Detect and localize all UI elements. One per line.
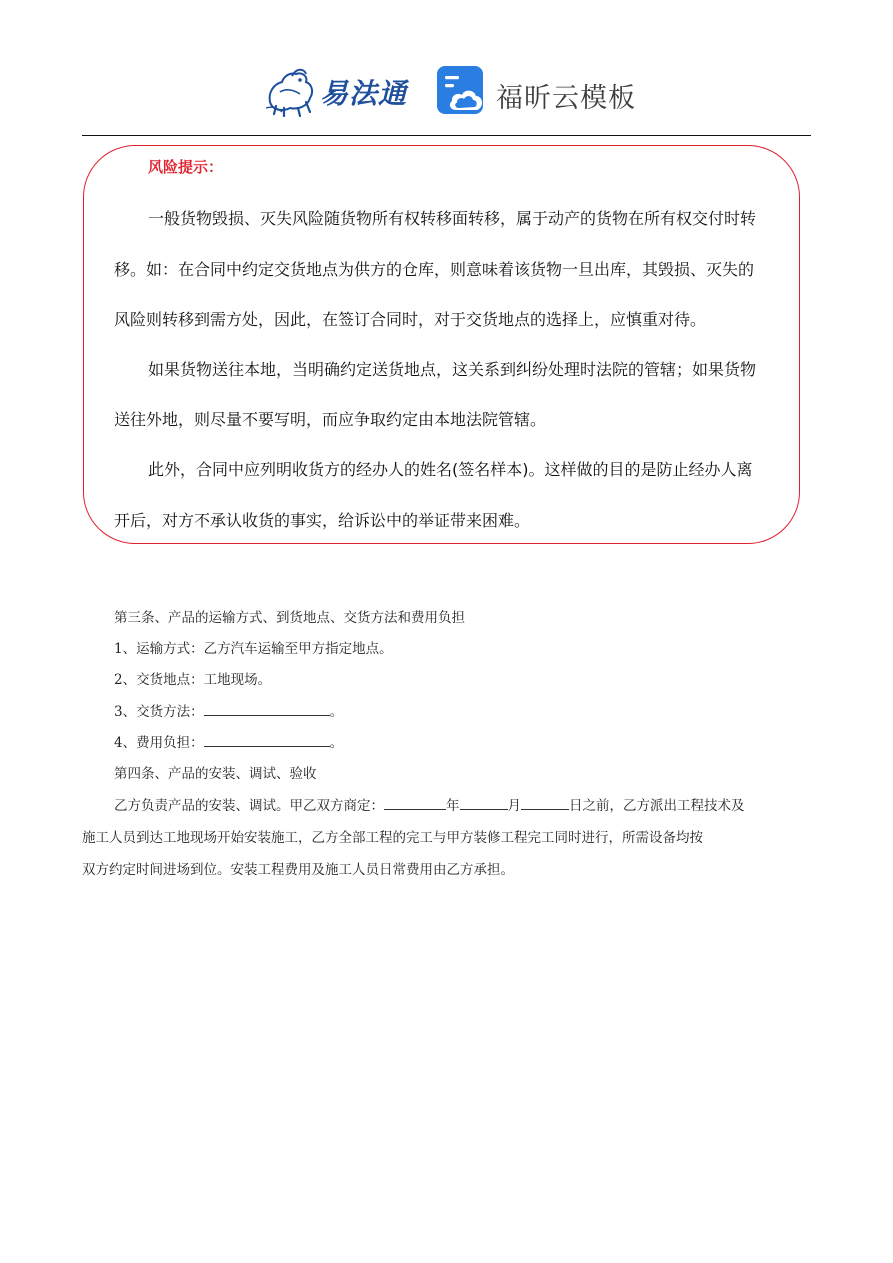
fuxin-logo-text: 福昕云模板 [496,83,636,114]
risk-notice-title: 风险提示： [148,158,224,176]
article-4-title: 第四条、产品的安装、调试、验收 [114,766,317,782]
article-3-item-4 [114,731,343,751]
header-divider [82,135,811,136]
risk-paragraph-1-line-2: 移。如：在合同中约定交货地点为供方的仓库，则意味着该货物一旦出库，其毁损、灭失的 [114,260,755,279]
month-label: 月 [507,798,521,814]
article-3-title: 第三条、产品的运输方式、到货地点、交货方法和费用负担 [114,610,465,626]
day-blank[interactable] [521,797,569,810]
article-3-item-3 [114,700,343,720]
doc-cloud-icon [436,64,490,118]
risk-paragraph-2-line-1: 如果货物送往本地，当明确约定送货地点，这关系到纠纷处理时法院的管辖；如果货物 [148,360,757,379]
risk-paragraph-3-line-1: 此外，合同中应列明收货方的经办人的姓名(签名样本)。这样做的目的是防止经办人离 [148,460,753,479]
article-3-item-1: 1、运输方式：乙方汽车运输至甲方指定地点。 [114,641,393,657]
yifatong-logo [262,62,412,118]
cost-bearing-blank[interactable] [204,734,330,747]
risk-paragraph-2-line-2: 送往外地，则尽量不要写明，而应争取约定由本地法院管辖。 [114,410,547,429]
article-4-line-2: 施工人员到达工地现场开始安装施工，乙方全部工程的完工与甲方装修工程完工同时进行，所需设备均按 [82,830,703,846]
delivery-method-label: 3、交货方法： [114,704,204,720]
article-4-text-a: 乙方负责产品的安装、调试。甲乙双方商定： [114,798,384,814]
yifatong-logo-text: 易法通 [320,77,408,110]
risk-paragraph-1-line-1: 一般货物毁损、灭失风险随货物所有权转移面转移，属于动产的货物在所有权交付时转 [148,209,757,228]
article-3-item-2: 2、交货地点：工地现场。 [114,672,272,688]
period: 。 [329,735,344,751]
risk-paragraph-3-line-2: 开后，对方不承认收货的事实，给诉讼中的举证带来困难。 [114,511,531,530]
delivery-method-blank[interactable] [204,703,330,716]
risk-notice-box [83,145,800,544]
article-4-line-3: 双方约定时间进场到位。安装工程费用及施工人员日常费用由乙方承担。 [82,862,514,878]
page-header [0,58,893,122]
fuxin-logo [436,64,636,120]
article-4-text-b: 日之前，乙方派出工程技术及 [569,798,745,814]
article-4-line-1 [114,794,745,814]
risk-paragraph-1-line-3: 风险则转移到需方处，因此，在签订合同时，对于交货地点的选择上，应慎重对待。 [114,310,707,329]
month-blank[interactable] [460,797,508,810]
qilin-emblem-icon [262,62,320,118]
cost-bearing-label: 4、费用负担： [114,735,204,751]
year-blank[interactable] [384,797,446,810]
year-label: 年 [446,798,460,814]
period: 。 [329,704,344,720]
